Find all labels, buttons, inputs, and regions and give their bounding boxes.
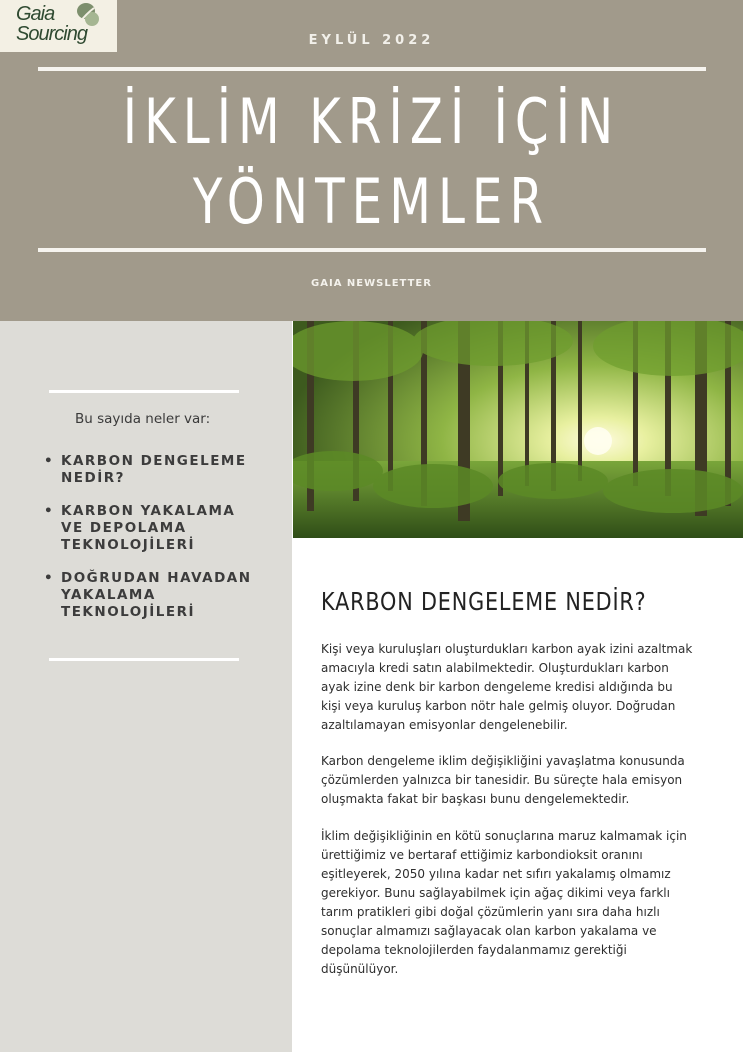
text-line: tarım pratikleri gibi doğal çözümlerin yanı sıra daha hızlı xyxy=(321,905,660,919)
header-banner xyxy=(0,0,743,321)
text-line: düşünülüyor. xyxy=(321,962,399,976)
header-top-rule xyxy=(38,67,706,71)
text-line: sonuçlar almamızı sağlayacak olan karbon yakalama ve xyxy=(321,924,657,938)
text-line: depolama teknolojilerden faydalanmamız gerektiği xyxy=(321,943,627,957)
logo-line-2: Sourcing xyxy=(16,23,87,45)
article-paragraph-3 xyxy=(321,827,701,979)
leaf-icon xyxy=(70,2,100,28)
sidebar-bottom-rule xyxy=(49,658,239,661)
text-line: İklim değişikliğinin en kötü sonuçlarına maruz kalmamak için xyxy=(321,829,687,843)
contents-item[interactable]: • DOĞRUDAN HAVADAN YAKALAMA TEKNOLOJİLERİ xyxy=(44,570,261,621)
forest-image xyxy=(293,321,743,538)
text-line: ürettiğimiz ve bertaraf ettiğimiz karbondioksit oranını xyxy=(321,848,643,862)
text-line: eşitleyerek, 2050 yılına kadar net sıfırı yakalamış olmamız xyxy=(321,867,671,881)
forest-photo xyxy=(293,321,743,538)
text-line: ayak izine denk bir karbon dengeleme kredisi aldığında bu xyxy=(321,680,673,694)
text-line: Kişi veya kuruluşları oluşturdukları karbon ayak izini azaltmak xyxy=(321,642,693,656)
contents-list xyxy=(44,453,261,637)
page-title xyxy=(82,82,662,242)
text-line: kişi veya kuruluş karbon nötr hale gelmiş oluyor. Doğrudan xyxy=(321,699,676,713)
text-line: oluşmakta fakat bir başkası bunu dengelemektedir. xyxy=(321,792,630,806)
issue-date: EYLÜL 2022 xyxy=(308,33,435,48)
page-title-line-1: İKLİM KRİZİ İÇİN xyxy=(122,85,621,158)
article-paragraph-2 xyxy=(321,752,701,809)
text-line: amacıyla kredi satın alabilmektedir. Oluşturdukları karbon xyxy=(321,661,669,675)
article-paragraph-1 xyxy=(321,640,701,735)
text-line: Karbon dengeleme iklim değişikliğini yavaşlatma konusunda xyxy=(321,754,685,768)
sidebar-top-rule xyxy=(49,390,239,393)
sidebar-heading: Bu sayıda neler var: xyxy=(75,411,211,427)
text-line: azaltılamayan emisyonlar dengelenebilir. xyxy=(321,718,568,732)
page-title-line-2: YÖNTEMLER xyxy=(192,165,551,238)
newsletter-label: GAIA NEWSLETTER xyxy=(311,278,432,289)
contents-item[interactable]: • KARBON YAKALAMA VE DEPOLAMA TEKNOLOJİLERİ xyxy=(44,503,261,554)
contents-item[interactable]: • KARBON DENGELEME NEDİR? xyxy=(44,453,261,487)
text-line: gerekiyor. Bunu sağlayabilmek için ağaç dikimi veya farklı xyxy=(321,886,670,900)
article-title: KARBON DENGELEME NEDİR? xyxy=(321,587,647,616)
sidebar xyxy=(0,321,292,1052)
logo-line-1: Gaia xyxy=(16,3,55,25)
header-bottom-rule xyxy=(38,248,706,252)
text-line: çözümlerden yalnızca bir tanesidir. Bu süreçte hala emisyon xyxy=(321,773,683,787)
